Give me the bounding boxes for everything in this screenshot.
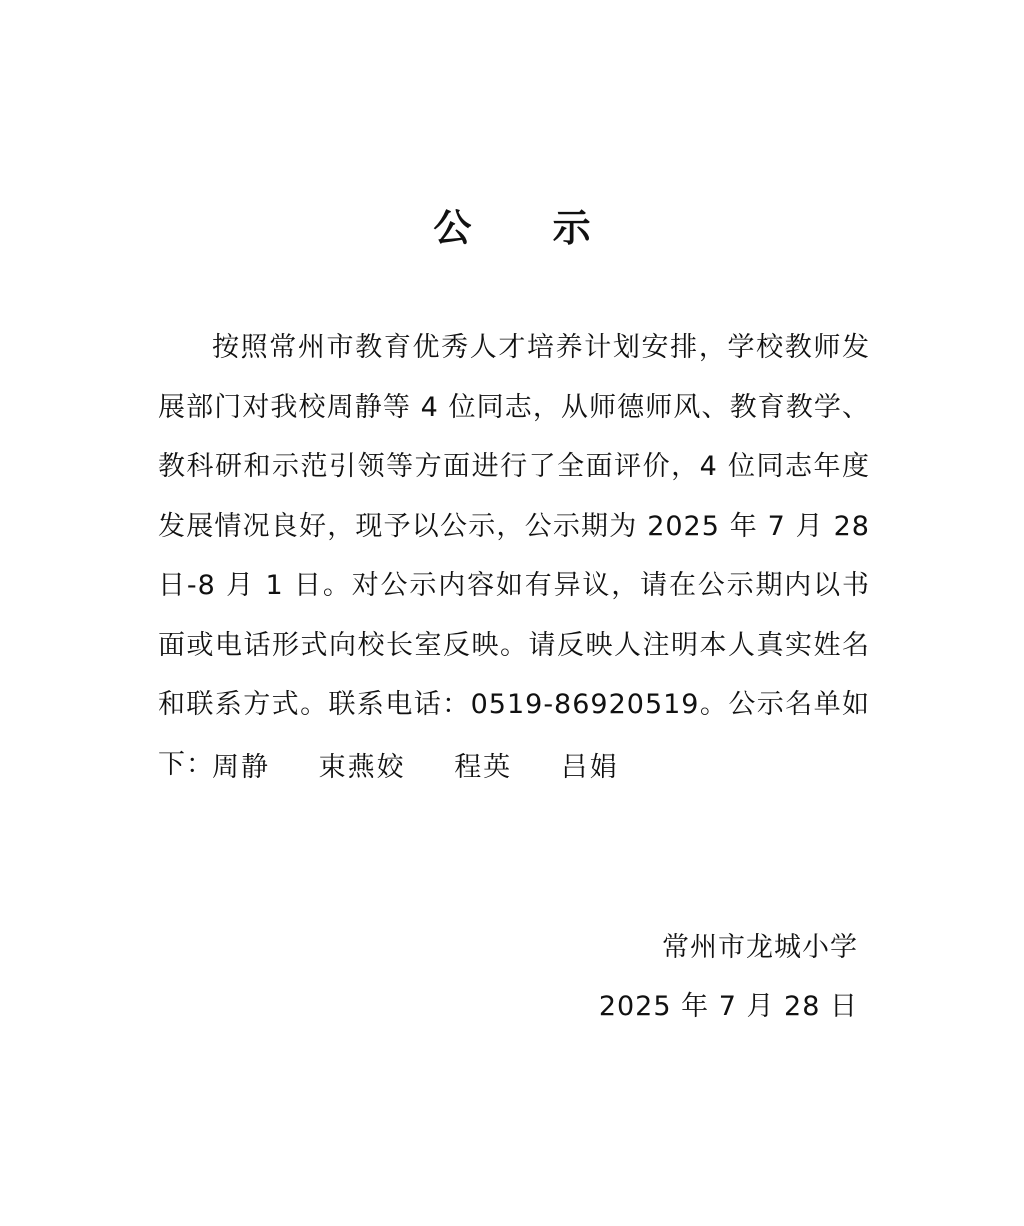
signature-block [599, 918, 858, 1036]
name-item: 束燕姣 [318, 752, 406, 783]
name-item: 周静 [212, 752, 270, 783]
name-item: 吕娟 [560, 752, 619, 783]
signature-date: 2025 年 7 月 28 日 [598, 991, 858, 1022]
announcement-body: 按照常州市教育优秀人才培养计划安排，学校教师发展部门对我校周静等 4 位同志，从师德师风、教育教学、教科研和示范引领等方面进行了全面评价，4 位同志年度发展情况良好，现予以公示，公示期为 2025 年 7 月 28 日-8 月 1 日。对公示内容如有异议，请在公示期内以书面或电话形式向校长室反映。请反映人注明本人真实姓名和联系方式。联系电话：0519-86920519。公示名单如下： [158, 332, 870, 780]
name-list [212, 738, 659, 797]
signature-organization: 常州市龙城小学 [662, 932, 858, 963]
document-title: 公 示 [433, 205, 625, 250]
name-item: 程英 [454, 752, 513, 783]
